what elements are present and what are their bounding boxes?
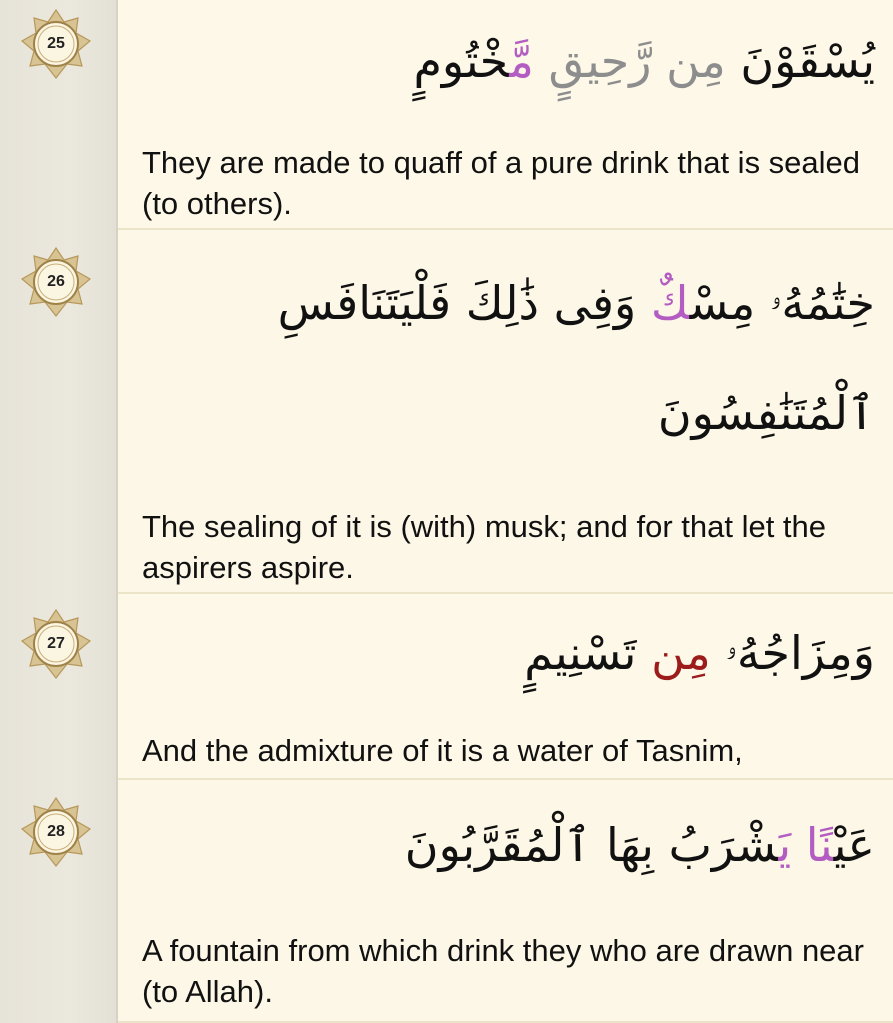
verse-number-badge[interactable] xyxy=(20,246,92,318)
verse-27-translation: And the admixture of it is a water of Tasnim, xyxy=(142,733,743,768)
verse-25-translation: They are made to quaff of a pure drink that is sealed (to others). xyxy=(142,145,861,221)
verse-26-arabic-line2: ٱلْمُتَنَٰفِسُونَ xyxy=(657,386,875,440)
verse-number: 28 xyxy=(47,823,65,840)
verse-27-arabic xyxy=(524,626,875,680)
verse-number: 26 xyxy=(47,273,65,290)
verse-28-arabic-part: نًا يَ xyxy=(778,818,834,872)
verse-27-arabic-part: مِن xyxy=(651,626,711,680)
verse-number-badge[interactable] xyxy=(20,796,92,868)
verse-27-arabic-part: تَسْنِيمٍ xyxy=(524,626,652,680)
verse-number-badge[interactable] xyxy=(20,8,92,80)
verse-number: 25 xyxy=(47,35,65,52)
verse-26-arabic-part: خِتَٰمُهُۥ مِسْ xyxy=(689,276,875,330)
verse-28-arabic-part: شْرَبُ بِهَا ٱلْمُقَرَّبُونَ xyxy=(404,818,779,872)
verse-26-translation: The sealing of it is (with) musk; and for that let the aspirers aspire. xyxy=(142,509,827,585)
verse-26-arabic-part: وَفِى ذَٰلِكَ فَلْيَتَنَافَسِ xyxy=(277,276,651,330)
left-margin xyxy=(0,0,118,1023)
verse-25-arabic-part: مَّ xyxy=(509,34,534,88)
verse-25-arabic xyxy=(413,34,875,88)
verse-25[interactable] xyxy=(118,0,893,230)
verse-number: 27 xyxy=(47,635,65,652)
verse-28-arabic xyxy=(404,818,875,872)
verse-27-arabic-part: وَمِزَاجُهُۥ xyxy=(710,626,875,680)
verse-28-arabic-part: عَيْ xyxy=(833,818,875,872)
verse-number-badge[interactable] xyxy=(20,608,92,680)
verse-28[interactable] xyxy=(118,780,893,1023)
verse-25-arabic-part: مِن رَّحِيقٍ xyxy=(548,34,726,88)
verse-25-arabic-part: يُسْقَوْنَ xyxy=(740,34,875,88)
verse-26[interactable] xyxy=(118,230,893,594)
verse-27[interactable] xyxy=(118,594,893,780)
verse-28-translation: A fountain from which drink they who are drawn near (to Allah). xyxy=(142,933,864,1009)
verse-25-arabic-part: خْتُومٍ xyxy=(413,34,510,88)
verse-26-arabic-part: كٌ xyxy=(650,276,690,330)
verse-26-arabic-line1 xyxy=(277,276,875,330)
